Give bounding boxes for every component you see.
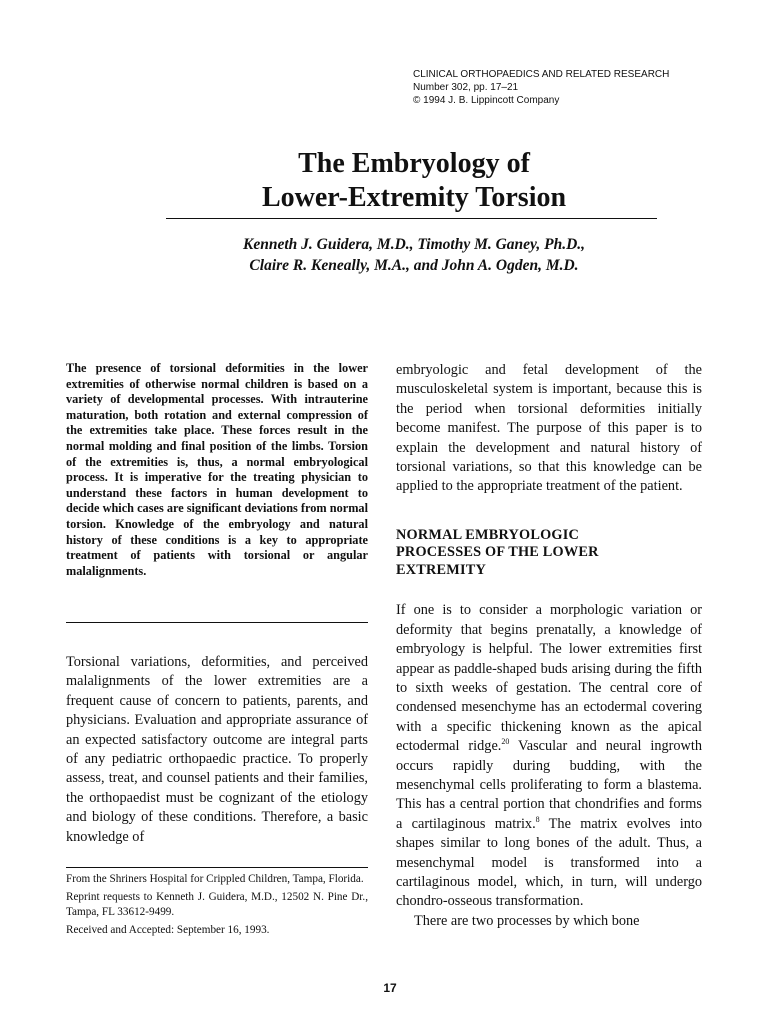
section-heading-line-3: EXTREMITY xyxy=(396,561,486,578)
citation-ref[interactable]: 8 xyxy=(535,815,540,825)
abstract-divider xyxy=(66,622,368,623)
journal-header xyxy=(413,68,753,107)
authors-line-2: Claire R. Keneally, M.A., and John A. Ogden, M.D. xyxy=(249,257,579,274)
section-heading-line-1: NORMAL EMBRYOLOGIC xyxy=(396,526,580,543)
introduction-paragraph: Torsional variations, deformities, and perceived malalignments of the lower extremities are a frequent cause of concern to patients, parents, and physicians. Evaluation and appropriate assurance of an expected satisfactory outcome are integral parts of any pediatric orthopaedic practice. To properly assess, treat, and counsel patients and their families, the orthopaedist must be cognizant of the etiology and biology of these conditions. Therefore, a basic knowledge of xyxy=(66,654,368,845)
right-column xyxy=(396,361,702,931)
title-line-1: The Embryology of xyxy=(298,148,530,179)
title-line-2: Lower-Extremity Torsion xyxy=(261,182,567,213)
journal-name: CLINICAL ORTHOPAEDICS AND RELATED RESEARCH xyxy=(413,69,670,80)
footnote-divider xyxy=(66,867,368,868)
article-title xyxy=(0,147,768,215)
footnote-received: Received and Accepted: September 16, 1993. xyxy=(66,923,270,936)
footnote-affiliation: From the Shriners Hospital for Crippled Children, Tampa, Florida. xyxy=(66,873,364,885)
title-divider xyxy=(166,218,657,219)
author-list xyxy=(0,234,768,276)
paragraph-text-b: Vascular and neural ingrowth occurs rapidly during budding, with the mesenchymal cells proliferating to form a blastema. This has a central portion that chondrifies and forms a cartilaginous matrix. xyxy=(396,738,702,832)
section-paragraph-1 xyxy=(396,601,702,912)
section-heading xyxy=(396,527,702,580)
citation-ref[interactable]: 20 xyxy=(501,737,510,747)
section-heading-line-2: PROCESSES OF THE LOWER xyxy=(396,544,599,561)
page-number: 17 xyxy=(383,981,397,995)
issue-info: Number 302, pp. 17–21 xyxy=(413,82,519,93)
section-paragraph-2: There are two processes by which bone xyxy=(414,912,640,929)
footnotes xyxy=(66,872,368,941)
copyright-line: © 1994 J. B. Lippincott Company xyxy=(413,95,560,106)
paragraph-text-c: The matrix evolves into shapes similar to long bones of the adult. Thus, a mesenchymal model is transformed into a cartilaginous model, which, in turn, will undergo chondro-osseous transformation. xyxy=(396,815,702,910)
authors-line-1: Kenneth J. Guidera, M.D., Timothy M. Ganey, Ph.D., xyxy=(242,236,586,253)
footnote-reprints: Reprint requests to Kenneth J. Guidera, M.D., 12502 N. Pine Dr., Tampa, FL 33612-9499. xyxy=(66,891,368,918)
introduction-continued: embryologic and fetal development of the musculoskeletal system is important, because this is the period when torsional deformities initially become manifest. The purpose of this paper is to explain the development and natural history of torsional variations, so that this knowledge can be applied to the appropriate treatment of the patient. xyxy=(396,362,702,495)
paragraph-text-a: If one is to consider a morphologic variation or deformity that begins prenatally, a knowledge of embryology is helpful. The lower extremities first appear as paddle-shaped buds arising during the fifth to sixth weeks of gestation. The central core of condensed mesenchyme has an ectodermal covering with a specific thickening known as the apical ectodermal ridge. xyxy=(396,602,702,755)
abstract: The presence of torsional deformities in the lower extremities of otherwise normal children is based on a variety of developmental processes. With intrauterine maturation, both rotation and external compression of the extremities take place. These forces result in the normal molding and final position of the limbs. Torsion of the extremities is, thus, a normal embryological process. It is imperative for the treating physician to understand these factors in human development to decide which cases are significant deviations from normal torsion. Knowledge of the embryology and natural history of these conditions is a key to appropriate treatment of patients with torsional or angular malalignments. xyxy=(66,361,368,578)
